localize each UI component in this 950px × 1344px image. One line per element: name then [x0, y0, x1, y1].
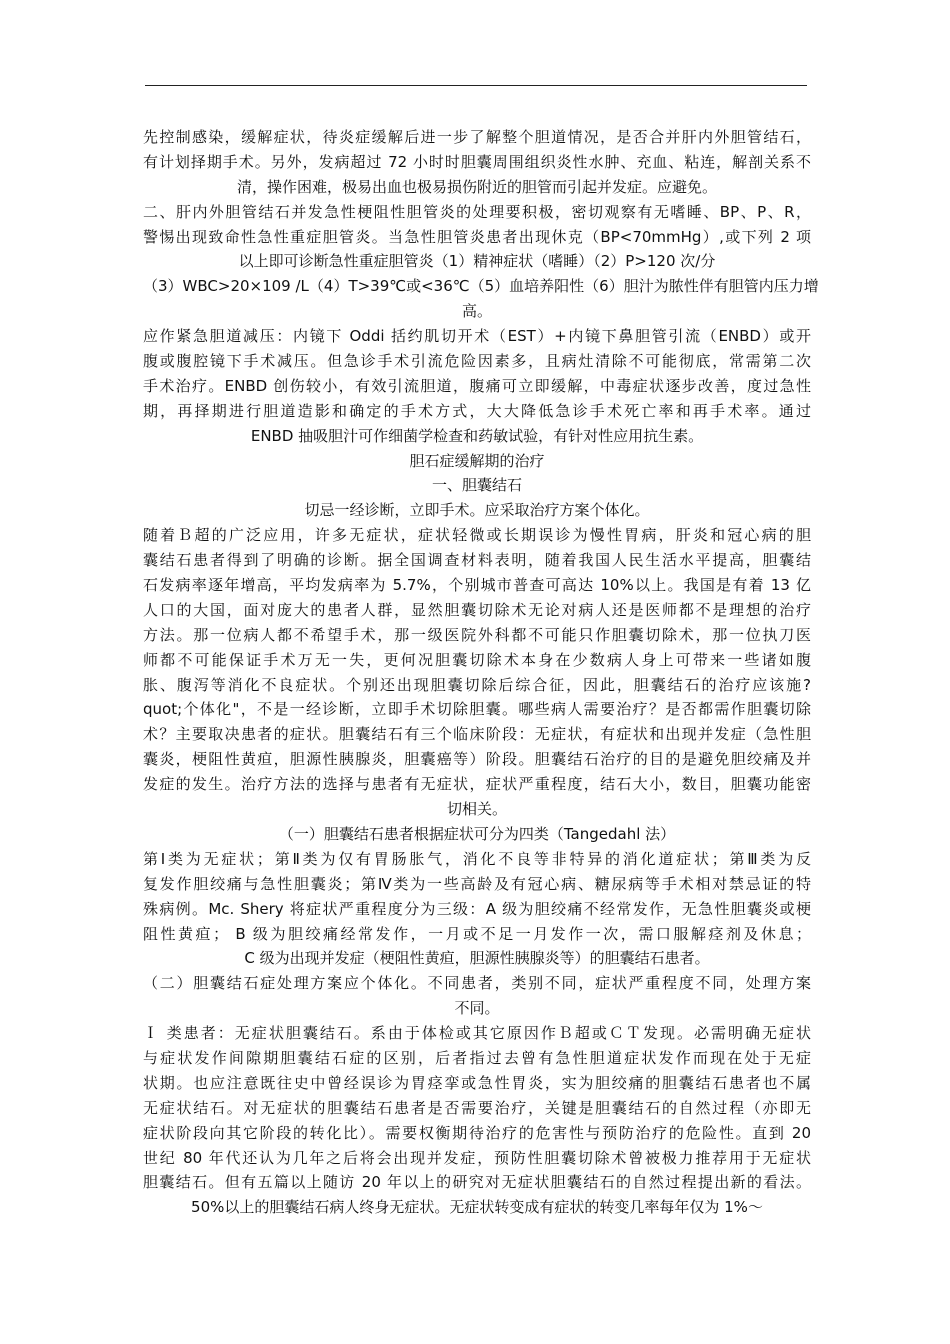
- text-line: 二、肝内外胆管结石并发急性梗阻性胆管炎的处理要积极，密切观察有无嗜睡、BP、P、R，: [143, 202, 811, 221]
- text-line: 阻性黄疸； B 级为胆绞痛经常发作，一月或不足一月发作一次，需口服解痉剂及休息；: [143, 924, 811, 943]
- text-line: 胆囊结石。但有五篇以上随访 20 年以上的研究对无症状胆囊结石的自然过程提出新的看法。: [143, 1173, 811, 1192]
- text-line: 腹或腹腔镜下手术减压。但急诊手术引流危险因素多，且病灶清除不可能彻底，常需第二次: [143, 352, 811, 371]
- text-line: 一、胆囊结石: [431, 476, 522, 495]
- text-line: （一）胆囊结石患者根据症状可分为四类（Tangedahl 法）: [278, 824, 676, 843]
- header-rule: [145, 85, 807, 86]
- text-line: 复发作胆绞痛与急性胆囊炎；第Ⅳ类为一些高龄及有冠心病、糖尿病等手术相对禁忌证的特: [143, 874, 811, 893]
- text-line: ENBD 抽吸胆汁可作细菌学检查和药敏试验，有针对性应用抗生素。: [250, 426, 704, 445]
- text-line: 无症状结石。对无症状的胆囊结石患者是否需要治疗，关键是胆囊结石的自然过程（亦即无: [143, 1098, 811, 1117]
- text-line: 以上即可诊断急性重症胆管炎（1）精神症状（嗜睡）（2）P>120 次/分: [238, 252, 716, 271]
- text-line: 术？主要取决患者的症状。胆囊结石有三个临床阶段：无症状，有症状和出现并发症（急性胆: [143, 725, 811, 744]
- text-line: 殊病例。Mc. Shery 将症状严重程度分为三级：A 级为胆绞痛不经常发作，无急性胆囊炎或梗: [143, 899, 811, 918]
- text-line: （3）WBC>20×109 /L（4）T>39℃或<36℃（5）血培养阳性（6）胆汁为脓性伴有胆管内压力增: [143, 277, 819, 296]
- text-line: 发症的发生。治疗方法的选择与患者有无症状，症状严重程度，结石大小，数目，胆囊功能密: [143, 775, 811, 794]
- text-line: 切相关。: [446, 800, 507, 819]
- text-line: Ｉ 类患者：无症状胆囊结石。系由于体检或其它原因作Ｂ超或ＣＴ发现。必需明确无症状: [143, 1024, 811, 1043]
- text-line: C 级为出现并发症（梗阻性黄疸，胆源性胰腺炎等）的胆囊结石患者。: [244, 949, 710, 968]
- text-line: 清，操作困难，极易出血也极易损伤附近的胆管而引起并发症。应避免。: [236, 177, 717, 196]
- text-line: 应作紧急胆道减压：内镜下 Oddi 括约肌切开术（EST）+内镜下鼻胆管引流（ENBD）或开: [143, 327, 811, 346]
- text-line: 石发病率逐年增高，平均发病率为 5.7%，个别城市普查可高达 10%以上。我国是有着 13 亿: [143, 576, 811, 595]
- text-line: 50%以上的胆囊结石病人终身无症状。无症状转变成有症状的转变几率每年仅为 1%～: [191, 1198, 763, 1217]
- text-line: 随着Ｂ超的广泛应用，许多无症状，症状轻微或长期误诊为慢性胃病，肝炎和冠心病的胆: [143, 526, 811, 545]
- text-line: 胀、腹泻等消化不良症状。个别还出现胆囊切除后综合征，因此，胆囊结石的治疗应该施?: [143, 675, 811, 694]
- text-line: 警惕出现致命性急性重症胆管炎。当急性胆管炎患者出现休克（BP<70mmHg）,或下列 2 项: [143, 227, 811, 246]
- text-line: 期，再择期进行胆道造影和确定的手术方式，大大降低急诊手术死亡率和再手术率。通过: [143, 401, 811, 420]
- text-line: 症状阶段向其它阶段的转化比）。需要权衡期待治疗的危害性与预防治疗的危险性。直到 20: [143, 1123, 811, 1142]
- text-line: 胆石症缓解期的治疗: [409, 451, 545, 470]
- text-line: 不同。: [454, 999, 500, 1018]
- text-line: 手术治疗。ENBD 创伤较小，有效引流胆道，腹痛可立即缓解，中毒症状逐步改善，度过急性: [143, 376, 811, 395]
- text-line: 与症状发作间隙期胆囊结石症的区别，后者指过去曾有急性胆道症状发作而现在处于无症: [143, 1048, 811, 1067]
- text-line: 囊炎，梗阻性黄疸，胆源性胰腺炎，胆囊癌等）阶段。胆囊结石治疗的目的是避免胆绞痛及并: [143, 750, 811, 769]
- text-line: 高。: [461, 302, 492, 321]
- text-line: 世纪 80 年代还认为几年之后将会出现并发症，预防性胆囊切除术曾被极力推荐用于无症状: [143, 1148, 811, 1167]
- text-line: 师都不可能保证手术万无一失，更何况胆囊切除术本身在少数病人身上可带来一些诸如腹: [143, 650, 811, 669]
- text-line: 囊结石患者得到了明确的诊断。据全国调查材料表明，随着我国人民生活水平提高，胆囊结: [143, 551, 811, 570]
- text-line: 先控制感染，缓解症状，待炎症缓解后进一步了解整个胆道情况，是否合并肝内外胆管结石，: [143, 128, 811, 146]
- text-line: 方法。那一位病人都不希望手术，那一级医院外科都不可能只作胆囊切除术，那一位执刀医: [143, 625, 811, 644]
- text-line: 状期。也应注意既往史中曾经误诊为胃痉挛或急性胃炎，实为胆绞痛的胆囊结石患者也不属: [143, 1073, 811, 1092]
- text-line: （二）胆囊结石症处理方案应个体化。不同患者，类别不同，症状严重程度不同，处理方案: [143, 974, 811, 993]
- text-line: 有计划择期手术。另外，发病超过 72 小时时胆囊周围组织炎性水肿、充血、粘连，解剖关系不: [143, 152, 811, 171]
- text-line: 第Ⅰ类为无症状；第Ⅱ类为仅有胃肠胀气，消化不良等非特异的消化道症状；第Ⅲ类为反: [143, 849, 811, 868]
- text-line: 人口的大国，面对庞大的患者人群，显然胆囊切除术无论对病人还是医师都不是理想的治疗: [143, 600, 811, 619]
- text-line: 切忌一经诊断，立即手术。应采取治疗方案个体化。: [304, 501, 650, 520]
- document-body: [143, 125, 819, 1220]
- text-line: quot;个体化"，不是一经诊断，立即手术切除胆囊。哪些病人需要治疗？是否都需作胆囊切除: [143, 700, 811, 719]
